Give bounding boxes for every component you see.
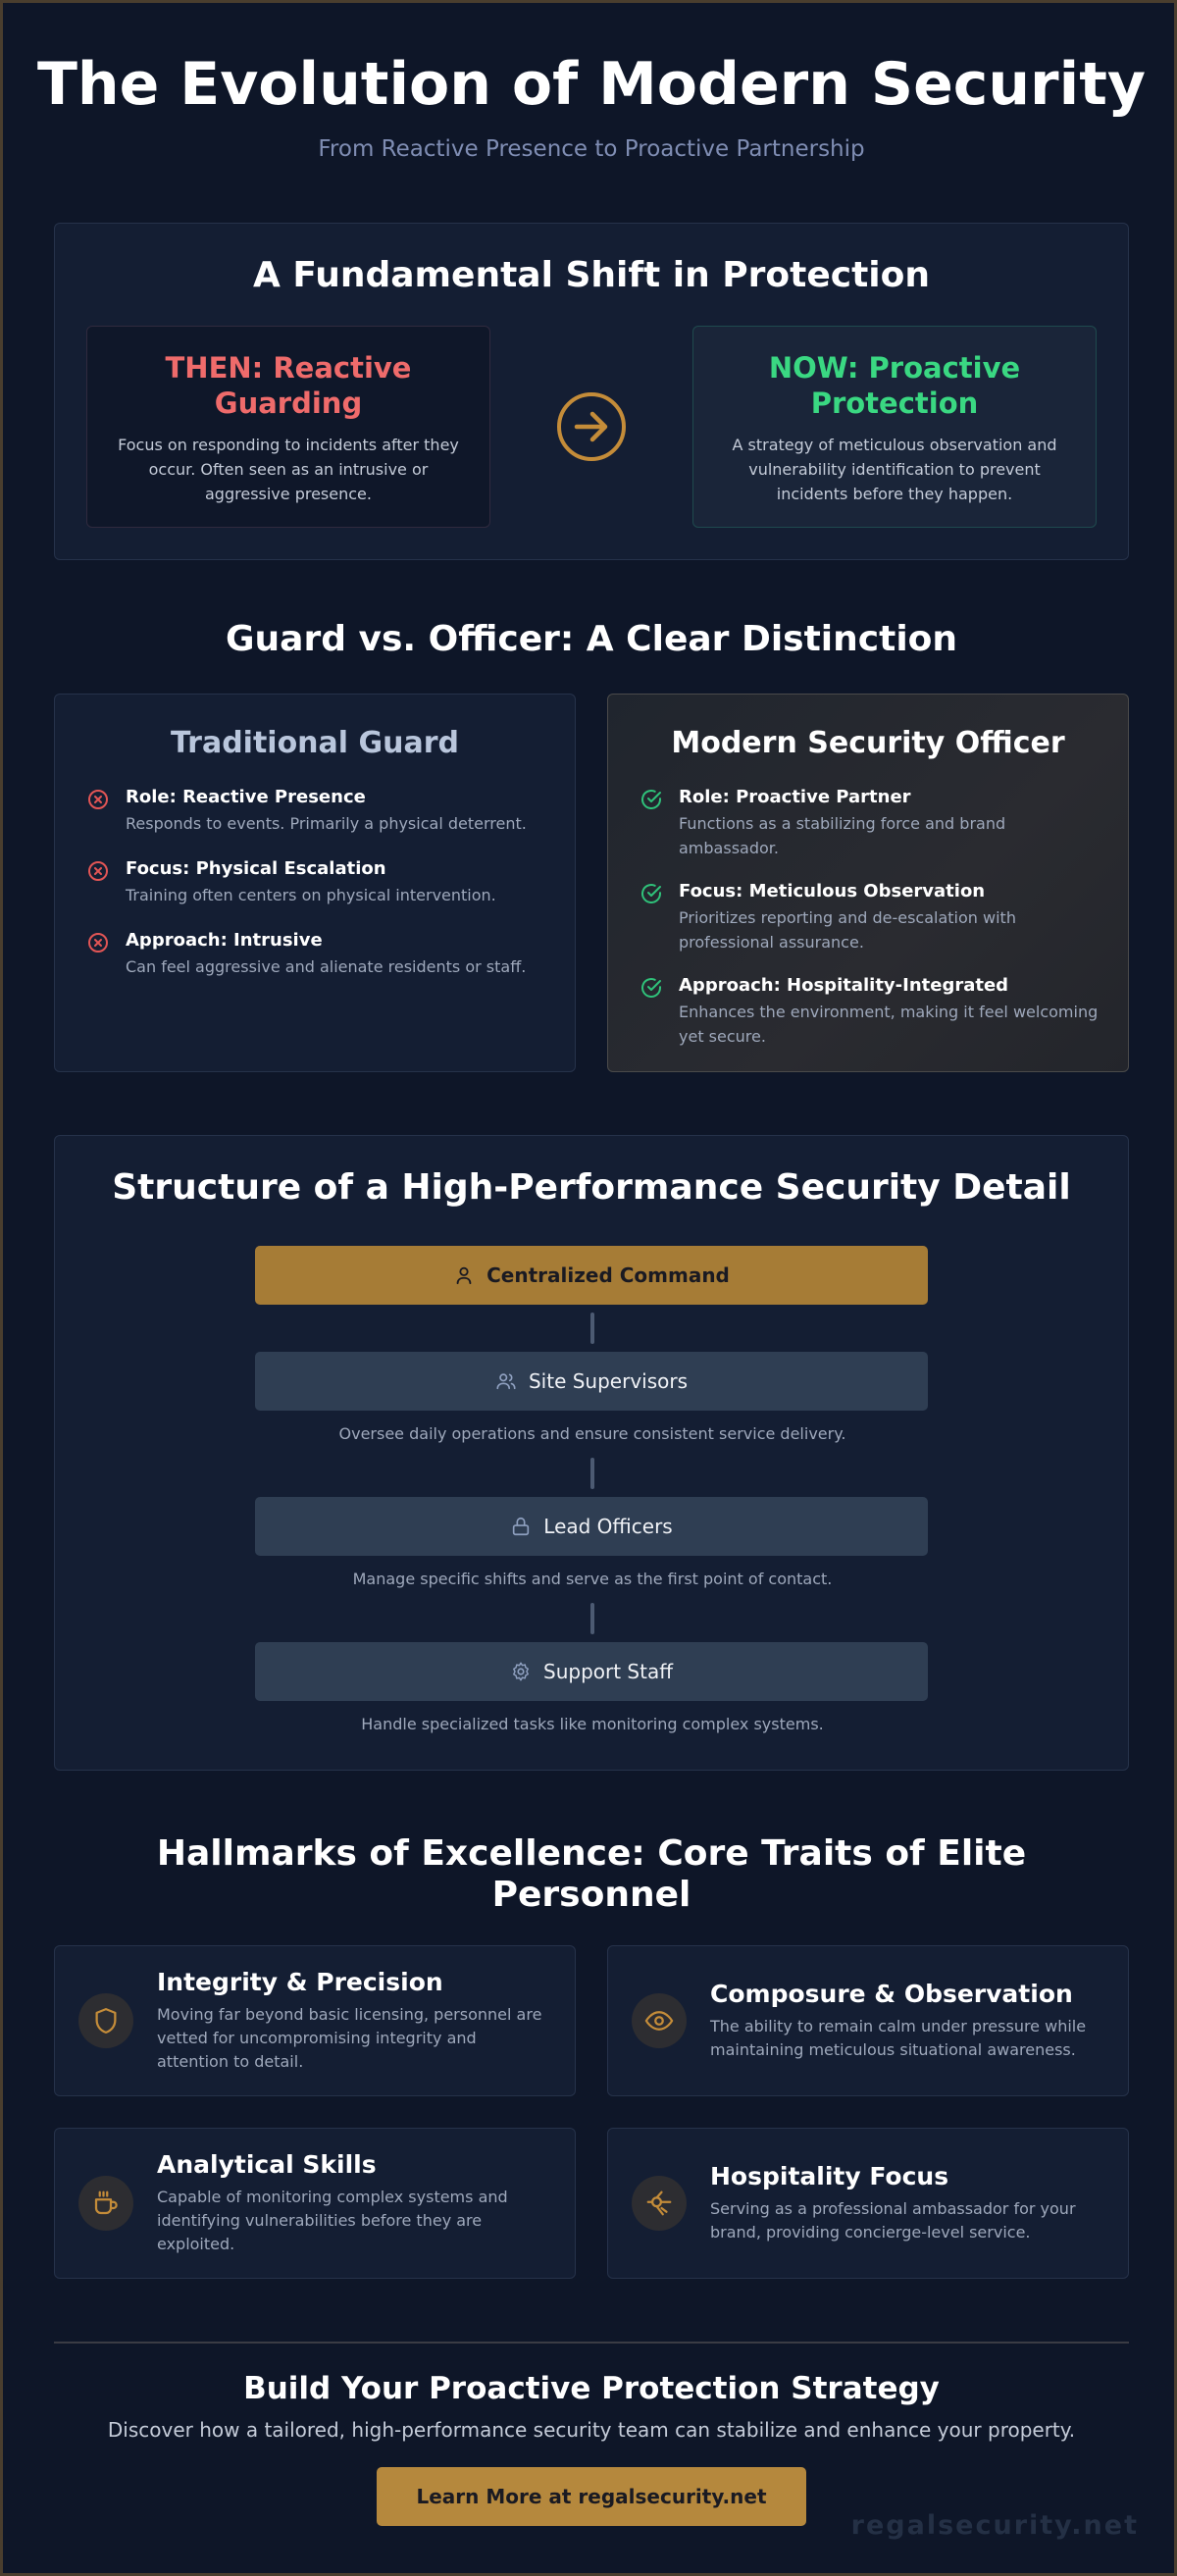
trait-badge	[78, 2176, 133, 2231]
guard-item	[86, 857, 551, 907]
cta-text: Discover how a tailored, high-performance security team can stabilize and enhance your property.	[107, 2418, 1076, 2442]
comparison-title: Guard vs. Officer: A Clear Distinction	[225, 619, 958, 659]
officer-item	[640, 786, 1104, 860]
guard-card	[54, 694, 576, 1072]
officer-list	[608, 786, 1128, 1049]
officer-item-title: Role: Proactive Partner	[679, 787, 911, 807]
now-card	[692, 326, 1097, 528]
trait-title: Analytical Skills	[157, 2150, 377, 2179]
then-card	[86, 326, 490, 528]
trait-title: Composure & Observation	[710, 1980, 1073, 2008]
user-icon	[453, 1264, 475, 1286]
officer-item-text: Prioritizes reporting and de-escalation with professional assurance.	[679, 908, 1016, 952]
trait-badge	[632, 2176, 687, 2231]
trait-card-hospitality	[607, 2128, 1129, 2279]
check-circle-icon	[640, 788, 663, 811]
check-circle-icon	[640, 976, 663, 1000]
x-circle-icon	[86, 859, 110, 883]
trait-text: Capable of monitoring complex systems and identifying vulnerabilities before they are exploited.	[157, 2188, 508, 2253]
tier-label: Site Supervisors	[528, 1369, 689, 1393]
tier-label: Support Staff	[543, 1660, 673, 1683]
arrow-right-circle-icon	[555, 390, 628, 463]
tier-label: Centralized Command	[486, 1263, 730, 1287]
trait-card-integrity	[54, 1945, 576, 2096]
gear-icon	[510, 1661, 532, 1682]
now-title: NOW: Proactive Protection	[768, 351, 1021, 420]
tier-support-staff	[255, 1642, 928, 1701]
officer-item	[640, 974, 1104, 1049]
lock-icon	[510, 1516, 532, 1537]
trait-badge	[632, 1993, 687, 2048]
tier-connector	[590, 1603, 594, 1634]
trait-text: The ability to remain calm under pressure while maintaining meticulous situational awareness.	[710, 2017, 1087, 2059]
tier-note: Handle specialized tasks like monitoring complex systems.	[361, 1715, 824, 1733]
guard-item-text: Training often centers on physical intervention.	[126, 886, 496, 904]
coffee-cup-icon	[91, 2189, 121, 2218]
guard-item	[86, 786, 551, 836]
guard-item-title: Focus: Physical Escalation	[126, 858, 386, 879]
officer-item-title: Approach: Hospitality-Integrated	[679, 975, 1009, 996]
users-icon	[495, 1370, 517, 1392]
footer-divider	[54, 2342, 1129, 2344]
tier-connector	[590, 1313, 594, 1344]
tier-note: Manage specific shifts and serve as the first point of contact.	[352, 1570, 833, 1588]
eye-icon	[644, 2006, 674, 2035]
guard-list	[55, 786, 575, 979]
guard-item-text: Responds to events. Primarily a physical deterrent.	[126, 814, 527, 833]
learn-more-button[interactable]: Learn More at regalsecurity.net	[377, 2467, 806, 2526]
officer-item-text: Functions as a stabilizing force and brand ambassador.	[679, 814, 1006, 857]
trait-card-composure	[607, 1945, 1129, 2096]
guard-item	[86, 929, 551, 979]
tier-connector	[590, 1458, 594, 1489]
tier-lead-officers	[255, 1497, 928, 1556]
trait-title: Integrity & Precision	[157, 1968, 443, 1996]
trait-text: Moving far beyond basic licensing, personnel are vetted for uncompromising integrity and attention to detail.	[157, 2005, 542, 2071]
trait-title: Hospitality Focus	[710, 2162, 949, 2190]
then-title: THEN: Reactive Guarding	[165, 351, 412, 420]
structure-panel	[54, 1135, 1129, 1771]
trait-badge	[78, 1993, 133, 2048]
x-circle-icon	[86, 788, 110, 811]
then-text: Focus on responding to incidents after they occur. Often seen as an intrusive or aggressive presence.	[118, 436, 459, 503]
officer-item	[640, 880, 1104, 954]
x-circle-icon	[86, 931, 110, 954]
guard-item-text: Can feel aggressive and alienate residents or staff.	[126, 957, 527, 976]
shift-title: A Fundamental Shift in Protection	[253, 255, 930, 295]
page-header	[3, 50, 1177, 162]
tier-centralized-command	[255, 1246, 928, 1305]
traits-title: Hallmarks of Excellence: Core Traits of Elite Personnel	[156, 1833, 1027, 1915]
now-text: A strategy of meticulous observation and vulnerability identification to prevent incidents before they happen.	[732, 436, 1057, 503]
shield-icon	[91, 2006, 121, 2035]
check-circle-icon	[640, 882, 663, 905]
tier-note: Oversee daily operations and ensure consistent service delivery.	[338, 1424, 846, 1443]
trait-card-analytical	[54, 2128, 576, 2279]
shift-panel	[54, 223, 1129, 560]
cta-title: Build Your Proactive Protection Strategy	[243, 2371, 940, 2406]
watermark: regalsecurity.net	[850, 2510, 1139, 2541]
guard-title: Traditional Guard	[170, 726, 460, 760]
page-subtitle: From Reactive Presence to Proactive Partnership	[318, 136, 865, 162]
trait-text: Serving as a professional ambassador for your brand, providing concierge-level service.	[710, 2199, 1076, 2241]
tier-site-supervisors	[255, 1352, 928, 1411]
officer-title: Modern Security Officer	[671, 726, 1065, 760]
officer-item-text: Enhances the environment, making it feel welcoming yet secure.	[679, 1003, 1099, 1046]
guard-item-title: Approach: Intrusive	[126, 930, 323, 951]
tier-label: Lead Officers	[543, 1515, 673, 1538]
concierge-icon	[644, 2189, 674, 2218]
guard-item-title: Role: Reactive Presence	[126, 787, 366, 807]
officer-card	[607, 694, 1129, 1072]
page-title: The Evolution of Modern Security	[36, 50, 1146, 119]
structure-title: Structure of a High-Performance Security Detail	[112, 1167, 1071, 1208]
officer-item-title: Focus: Meticulous Observation	[679, 881, 986, 902]
